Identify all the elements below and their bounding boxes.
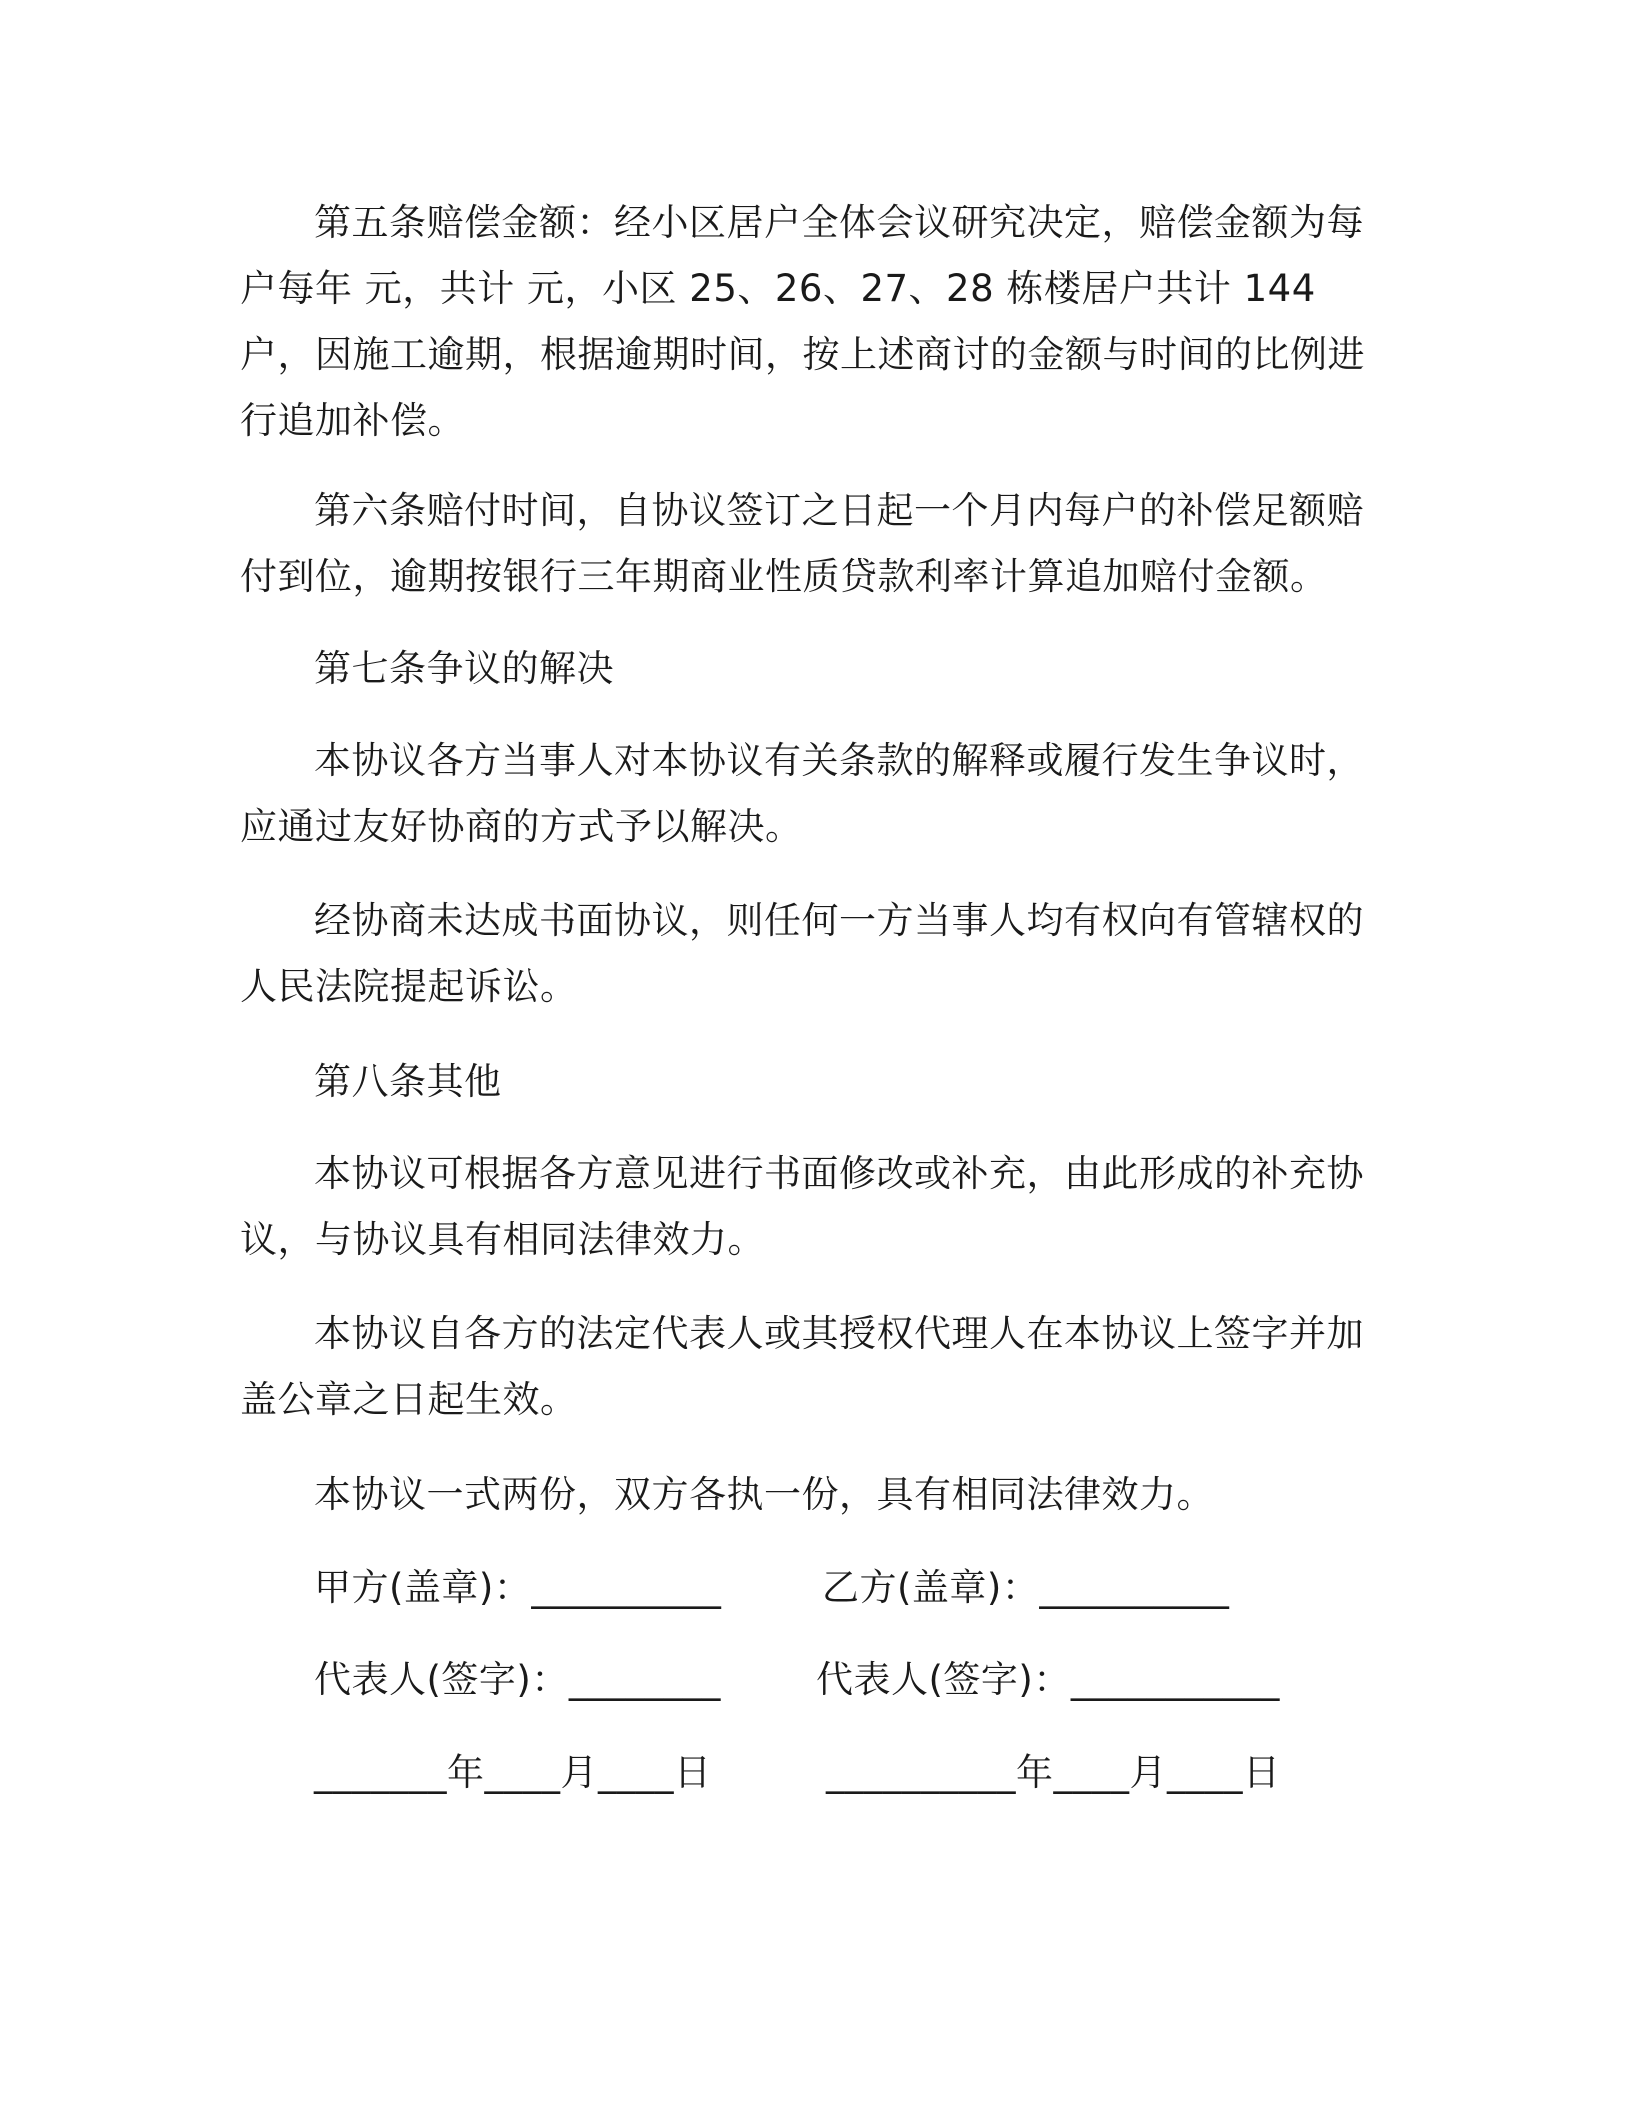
article-8-paragraph-1: 本协议可根据各方意见进行书面修改或补充，由此形成的补充协议，与协议具有相同法律效力。	[240, 1152, 1364, 1261]
article-7-paragraph-1: 本协议各方当事人对本协议有关条款的解释或履行发生争议时，应通过友好协商的方式予以解决。	[240, 739, 1364, 848]
party-a-representative-line: 代表人(签字)：________	[314, 1658, 721, 1701]
party-b-representative-line: 代表人(签字)：___________	[816, 1658, 1280, 1701]
article-8-paragraph-2: 本协议自各方的法定代表人或其授权代理人在本协议上签字并加盖公章之日起生效。	[240, 1312, 1364, 1421]
article-8-heading: 第八条其他	[314, 1060, 502, 1103]
party-a-date-line: _______年____月____日	[314, 1751, 712, 1794]
party-b-date-line: __________年____月____日	[826, 1751, 1281, 1794]
party-a-seal-line: 甲方(盖章)：__________	[314, 1566, 722, 1609]
article-7-paragraph-2: 经协商未达成书面协议，则任何一方当事人均有权向有管辖权的人民法院提起诉讼。	[240, 899, 1364, 1008]
article-6-paragraph: 第六条赔付时间，自协议签订之日起一个月内每户的补偿足额赔付到位，逾期按银行三年期商业性质贷款利率计算追加赔付金额。	[240, 489, 1364, 598]
article-8-paragraph-3: 本协议一式两份，双方各执一份，具有相同法律效力。	[314, 1473, 1214, 1516]
party-b-seal-line: 乙方(盖章)：__________	[822, 1566, 1230, 1609]
article-7-heading: 第七条争议的解决	[314, 647, 614, 690]
article-5-paragraph: 第五条赔偿金额：经小区居户全体会议研究决定，赔偿金额为每户每年 元，共计 元，小区 25、26、27、28 栋楼居户共计 144 户，因施工逾期，根据逾期时间，按上述商讨的金额与时间的比例进行追加补偿。	[240, 201, 1365, 442]
